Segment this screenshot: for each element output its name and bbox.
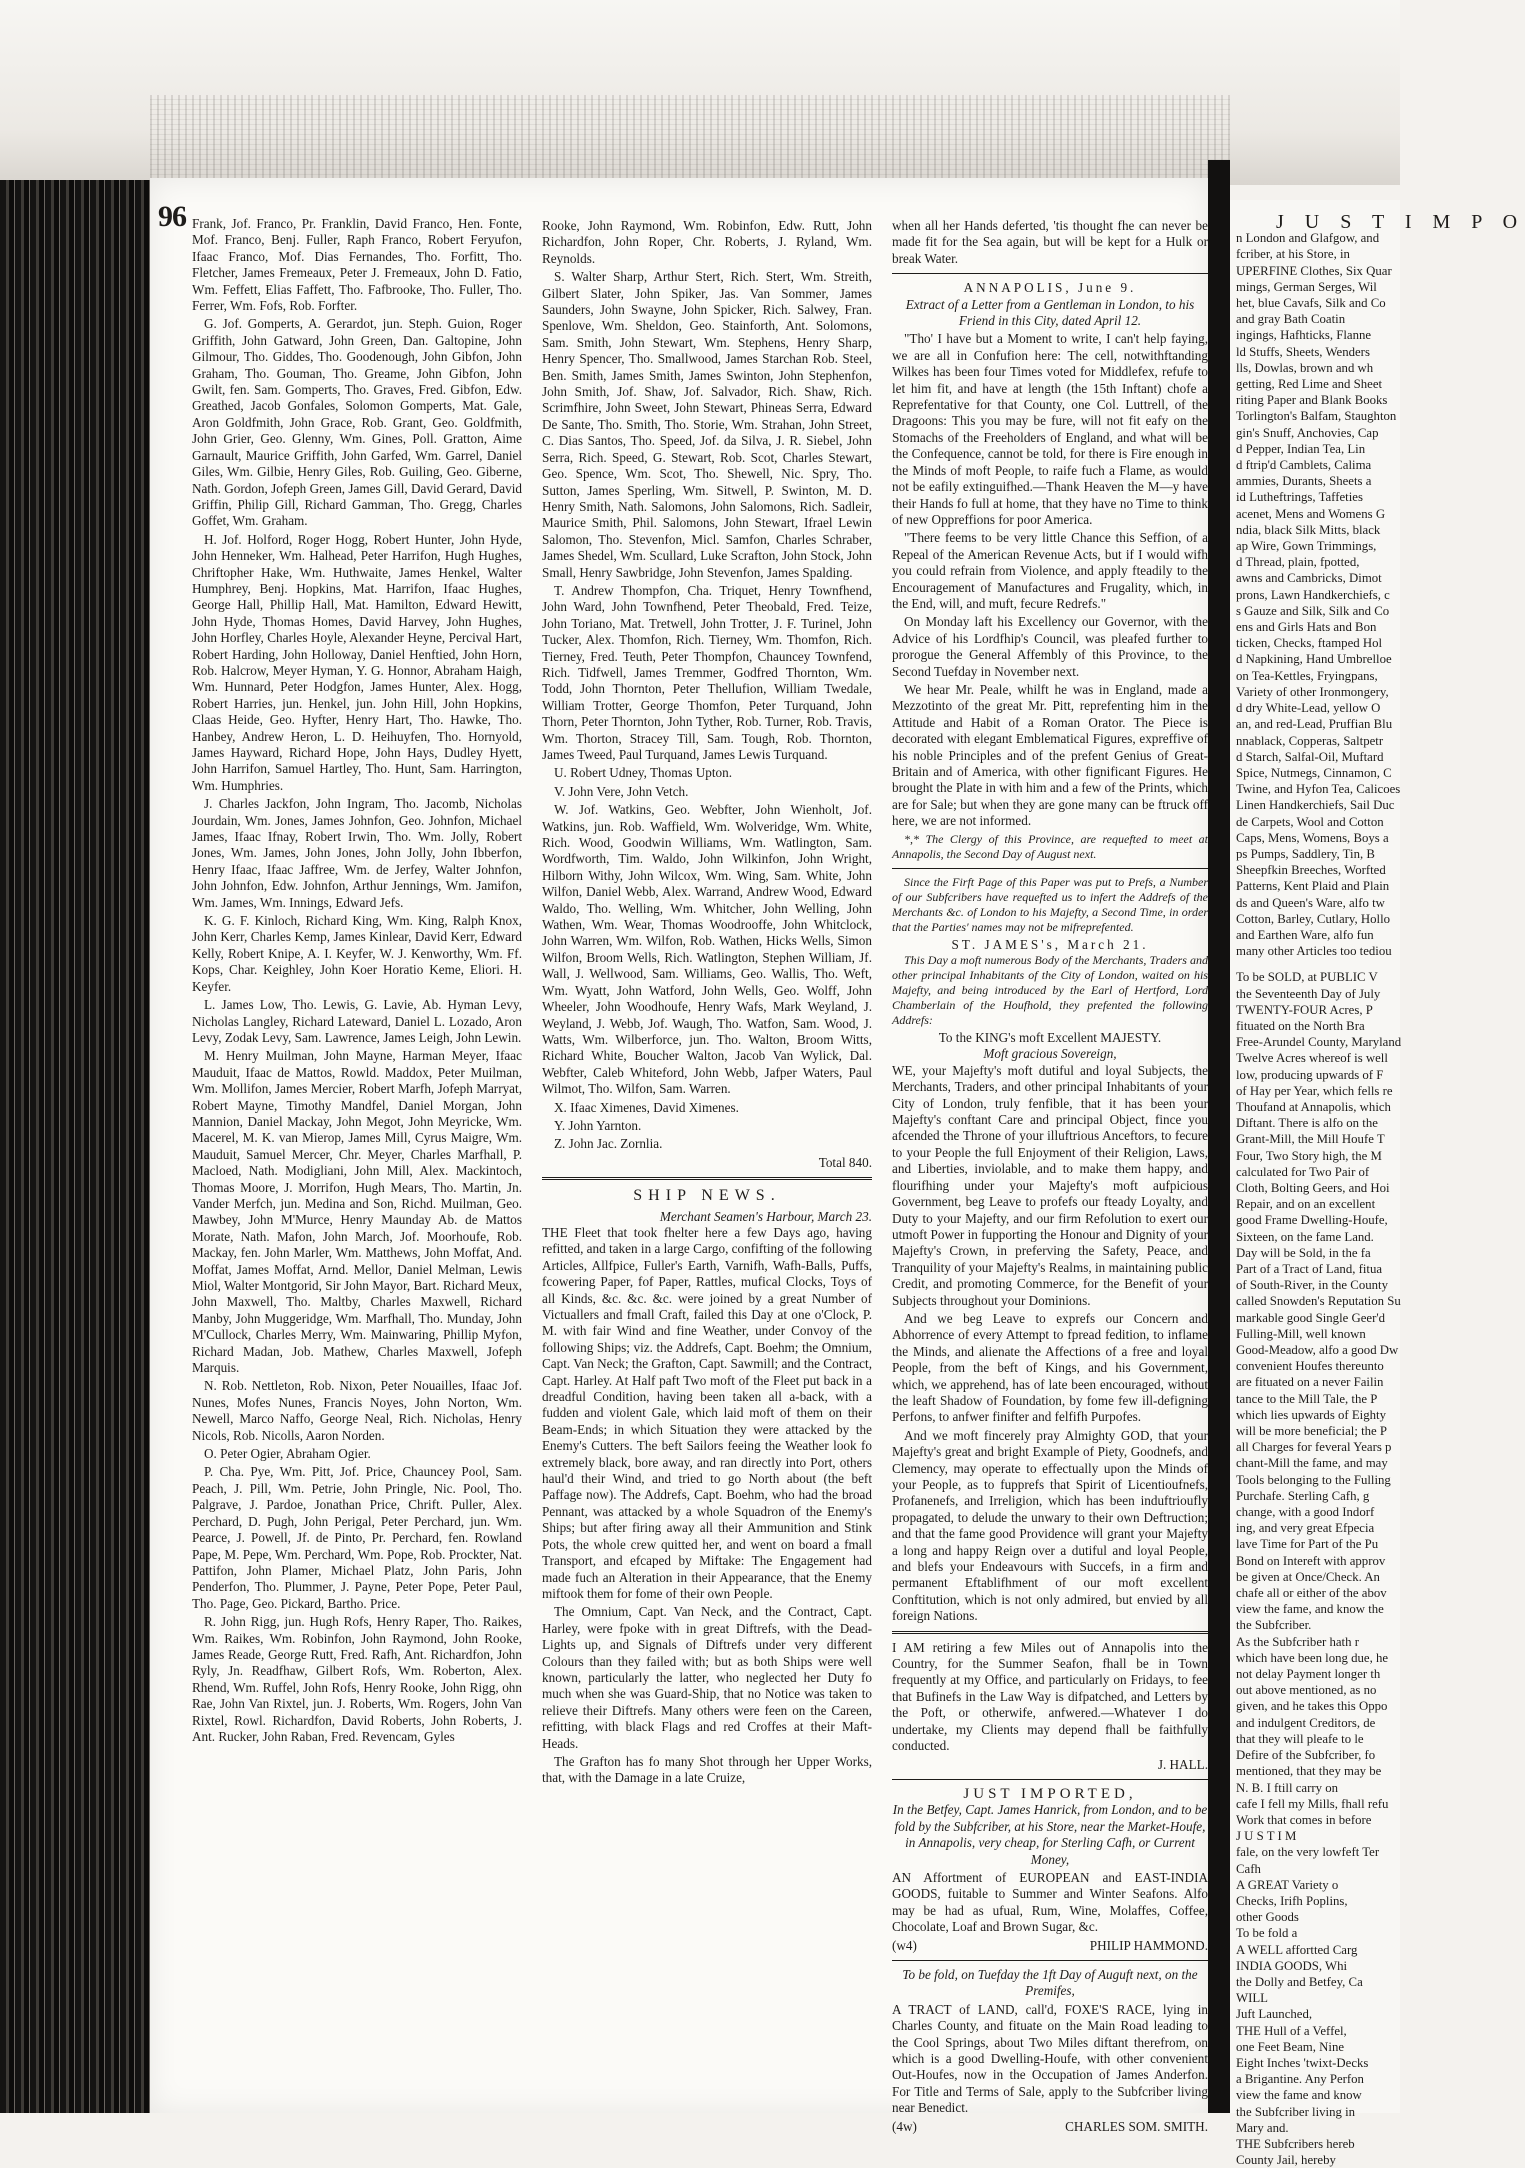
news-paragraph: "Tho' I have but a Moment to write, I can't help faying, we are all in Confufion here: The cell, notwithftanding Wilkes has been four Times voted for Middlefex, refufe to let him fit, and have at length (the 15th Inftant) chofe a Reprefentative for that County, one Col. Luttrell, of the Dragoons: This you may be fure, will not fit eafy on the Stomachs of the Freeholders of England, and what will be the Confequence, cannot be told, for there is Fire enough in the Minds of moft People, to raife fuch a Flame, as would not be eafily extinguifhed.—Thank Heaven the M—y have their Hands fo full at home, that they have no Time to think of new Oppreffions for poor America. bbox=[892, 331, 1208, 527]
adjacent-line: ld Stuffs, Sheets, Wenders bbox=[1236, 344, 1370, 359]
adjacent-line: d ftrip'd Camblets, Calima bbox=[1236, 458, 1372, 473]
adjacent-line: Work that comes in before bbox=[1236, 1812, 1372, 1827]
adjacent-line: THE Hull of a Veffel, bbox=[1236, 2023, 1347, 2038]
adjacent-line: Purchafe. Sterling Cafh, g bbox=[1236, 1488, 1370, 1503]
news-paragraph: On Monday laft his Excellency our Governor, with the Advice of his Lordfhip's Council, was pleafed further to prorogue the General Affembly of this Province, to the Second Tuefday in November next. bbox=[892, 614, 1208, 679]
divider bbox=[892, 868, 1208, 869]
subscriber-group: Z. John Jac. Zornlia. bbox=[554, 1136, 663, 1152]
annapolis-heading: ANNAPOLIS, June 9. bbox=[963, 280, 1137, 296]
address-paragraph: And we moft fincerely pray Almighty GOD, that your Majefty's great and bright Example of Piety, Goodnefs, and Clemency, may operate to effectually upon the Minds of your People, as to fupprefs that Spirit of Licentioufnefs, Profanenefs, and Irreligion, which has been induftrioufly propagated, to delude the unwary to their own Deftruction; and that the fame good Providence will grant your Majefty a long and happy Reign over a dutiful and loyal People, and blefs your Endeavours with Succefs, in a firm and permanent Eftablifhment of our moft excellent Conftitution, which is not only admired, but envied by all foreign Nations. bbox=[892, 1427, 1208, 1624]
adjacent-line: As the Subfcriber hath r bbox=[1236, 1634, 1359, 1649]
adjacent-line: WILL bbox=[1236, 1991, 1268, 2006]
adjacent-line: and indulgent Creditors, de bbox=[1236, 1715, 1376, 1730]
adjacent-line: convenient Houfes thereunto bbox=[1236, 1359, 1384, 1374]
adjacent-line: lls, Dowlas, brown and wh bbox=[1236, 360, 1374, 375]
adjacent-line: THE Subfcribers hereb bbox=[1236, 2136, 1355, 2151]
ship-news-paragraph: The Grafton has fo many Shot through her Upper Works, that, with the Damage in a late Cruize, bbox=[542, 1753, 872, 1786]
address-to-king: To the KING's moft Excellent MAJESTY. bbox=[938, 1030, 1162, 1046]
adjacent-line: s Gauze and Silk, Silk and Co bbox=[1236, 603, 1390, 618]
subscriber-group: V. John Vere, John Vetch. bbox=[554, 783, 689, 799]
adjacent-line: Caps, Mens, Womens, Boys a bbox=[1236, 830, 1389, 845]
adjacent-line: Four, Two Story high, the M bbox=[1236, 1148, 1382, 1163]
divider bbox=[542, 1177, 872, 1180]
adjacent-line: ndia, black Silk Mitts, black bbox=[1236, 522, 1381, 537]
adjacent-line: Fulling-Mill, well known bbox=[1236, 1326, 1366, 1341]
adjacent-line: change, with a good Indorf bbox=[1236, 1505, 1375, 1520]
adjacent-line: INDIA GOODS, Whi bbox=[1236, 1958, 1348, 1973]
page-number: 96 bbox=[158, 200, 186, 233]
ship-news-paragraph: THE Fleet that took fhelter here a few Days ago, having refitted, and taken in a large Cargo, confifting of the following Articles, Allfpice, Fuller's Earth, Varnifh, Wafh-Balls, Puffs, fcowering Paper, fof Paper, Rattles, mufical Clocks, Toys of all Kinds, &c. &c. &c. were joined by a great Number of Victuallers and fmall Craft, failed this Day at one o'Clock, P. M. with fair Wind and fine Weather, under Convoy of the following Ships; viz. the Addrefs, Capt. Boehm; the Omnium, Capt. Van Neck; the Grafton, Capt. Sawmill; and the Contract, Capt. Harley. At Half paft Two moft of the Fleet put back in a dreadful Condition, having been taken all a-back, with a fudden and violent Gale, which laid moft of them on their Beam-Ends; in which Situation they were attacked by the Enemy's Cutters. The beft Sailors feeing the Weather look fo extremely black, bore away, and ran directly into Port, others haul'd their Wind, and tried to go North about (the beft Paffage now). The Addrefs, Capt. Boehm, who had the broad Pennant, was attacked by a whole Squadron of the Enemy's Ships; but after firing away all their Ammunition and Stink Pots, the whole crew quitted her, and went on board a fmall Transport, and efcaped by Miftake: The Engagement had made fuch an Alteration in their Appearance, that the Enemy miftook them for fome of their own People. bbox=[542, 1224, 872, 1601]
letter-extract-heading: Extract of a Letter from a Gentleman in London, to his Friend in this City, dated April 12. bbox=[905, 296, 1195, 329]
adjacent-line: Juft Launched, bbox=[1236, 2007, 1313, 2022]
subscriber-group: R. John Rigg, jun. Hugh Rofs, Henry Raper, Tho. Raikes, Wm. Raikes, Wm. Robinfon, John Raymond, John Rooke, James Reade, George Rutt, Fred. Rafh, Ant. Richardfon, John Ryly, Jn. Readfhaw, Gilbert Rofs, Wm. Roberton, Alex. Rhend, Wm. Ruffel, John Rofs, Henry Rooke, John Rigg, ohn Rae, John Van Rixtel, jun. J. Roberts, Wm. Rogers, John Van Rixtel, Rowl. Richardfon, David Roberts, John Roberts, J. Ant. Rucker, John Raban, Fred. Revencam, Gyles bbox=[192, 1614, 522, 1744]
adjacent-line: ing, and very great Efpecia bbox=[1236, 1521, 1375, 1536]
right-column bbox=[892, 218, 1208, 2135]
adjacent-line: Mary and. bbox=[1236, 2120, 1289, 2135]
hulk-continuation: when all her Hands deferted, 'tis thought fhe can never be made fit for the Sea again, but will be kept for a Hulk or break Water. bbox=[892, 218, 1208, 266]
subscriber-group: T. Andrew Thompfon, Cha. Triquet, Henry Townfhend, John Ward, John Townfhend, Peter Theobald, Fred. Teize, John Toriano, Mat. Tretwell, John Trotter, J. F. Turinel, John Tucker, Alex. Thomfon, Rich. Tierney, Wm. Thomfon, Rich. Tierney, Fred. Teuth, Peter Thompfon, Chauncey Townfend, Rich. Tidfwell, James Tremmer, Godfred Thornton, Wm. Todd, John Thornton, Peter Thellufion, William Twedale, William Trotter, George Thomfon, Peter Turquand, John Thorn, Peter Thornton, John Tyther, Rob. Turner, Rob. Travis, Wm. Thorton, Stracey Till, Sam. Tough, Rob. Thornton, James Tweed, Paul Turquand, James Lewis Turquand. bbox=[542, 582, 872, 762]
adjacent-line: id Lutheftrings, Taffeties bbox=[1236, 490, 1363, 505]
address-paragraph: WE, your Majefty's moft dutiful and loyal Subjects, the Merchants, Traders, and other principal Inhabitants of your City of London, truly fenfible, that it has been your Majefty's conftant Care and principal Object, fince you afcended the Throne of your illuftrious Anceftors, to fecure to your People the full Enjoyment of their Religion, Laws, and Liberties, inviolable, and to make them happy, and flourifhing under your Majefty's moft aufpicious Government, beg Leave to profefs our fteady Loyalty, and Duty to your Majefty, and our firm Refolution to exert our utmoft Power in fupporting the Honour and Dignity of your Majefty's Crown, in preferving the Safety, Peace, and Tranquility of your Majefty's Realms, in maintaining public Credit, and promoting Commerce, for the Benefit of your Subjects throughout your Dominions. bbox=[892, 1062, 1208, 1308]
adjacent-line: Torlington's Balfam, Staughton bbox=[1236, 409, 1397, 424]
adjacent-line: lave Time for Part of the Pu bbox=[1236, 1537, 1379, 1552]
merchants-address bbox=[892, 1063, 1208, 1625]
adjacent-line: cafe I fell my Mills, fhall refu bbox=[1236, 1796, 1389, 1811]
adjacent-line: Checks, Irifh Poplins, bbox=[1236, 1893, 1348, 1908]
land-sale-heading: To be fold, on Tuefday the 1ft Day of Auguft next, on the Premifes, bbox=[902, 1966, 1198, 1999]
adjacent-line: n London and Glafgow, and bbox=[1236, 231, 1380, 246]
adjacent-line: UPERFINE Clothes, Six Quar bbox=[1236, 263, 1392, 278]
subscriber-group: Frank, Jof. Franco, Pr. Franklin, David Franco, Hen. Fonte, Mof. Franco, Benj. Fuller, Raph Franco, Robert Feryufon, Ifaac Franco, Mof. Dias Fernandes, Tho. Forfitt, Tho. Fletcher, James Fremeaux, Peter J. Fremeaux, John D. Fatio, Wm. Feffett, Elias Faffett, Tho. Fafbrooke, Tho. Fuller, Tho. Ferrer, Wm. Fofs, Rob. Forfter. bbox=[192, 216, 522, 314]
subscriber-list-continued bbox=[542, 218, 872, 1153]
adjacent-line: ps Pumps, Saddlery, Tin, B bbox=[1236, 846, 1375, 861]
adjacent-line: markable good Single Geer'd bbox=[1236, 1310, 1386, 1325]
adjacent-line: d Napkining, Hand Umbrelloe bbox=[1236, 652, 1392, 667]
adjacent-line: d Starch, Salfal-Oil, Muftard bbox=[1236, 749, 1384, 764]
imported-subheading: In the Betfey, Capt. James Hanrick, from London, and to be fold by the Subfcriber, at his Store, near the Market-Houfe, in Annapolis, very cheap, for Sterling Cafh, or Current Money, bbox=[892, 1802, 1208, 1867]
divider bbox=[892, 1960, 1208, 1961]
adjacent-line: ingings, Hafhticks, Flanne bbox=[1236, 328, 1372, 343]
adjacent-line: Patterns, Kent Plaid and Plain bbox=[1236, 879, 1390, 894]
adjacent-line: To be fold a bbox=[1236, 1926, 1298, 1941]
adjacent-line: and Earthen Ware, alfo fun bbox=[1236, 927, 1374, 942]
adjacent-line: ammies, Durants, Sheets a bbox=[1236, 474, 1372, 489]
adjacent-line: acenet, Mens and Womens G bbox=[1236, 506, 1386, 521]
subscriber-group: Rooke, John Raymond, Wm. Robinfon, Edw. Rutt, John Richardfon, John Roper, Chr. Roberts, J. Ryland, Wm. Reynolds. bbox=[542, 218, 872, 266]
adjacent-line: Defire of the Subfcriber, fo bbox=[1236, 1748, 1376, 1763]
divider bbox=[892, 273, 1208, 274]
adjacent-line: will be more beneficial; the P bbox=[1236, 1424, 1388, 1439]
adjacent-line: Part of a Tract of Land, fitua bbox=[1236, 1262, 1383, 1276]
adjacent-line: chafe all or either of the abov bbox=[1236, 1586, 1387, 1601]
adjacent-line: tance to the Mill Tale, the P bbox=[1236, 1391, 1378, 1406]
subscriber-group: N. Rob. Nettleton, Rob. Nixon, Peter Nouailles, Ifaac Jof. Nunes, Mofes Nunes, Francis Noyes, John Norton, Wm. Newell, Marco Naffo, George Neal, Rich. Nicholas, Henry Nicols, Rob. Nicolls, Aaron Norden. bbox=[192, 1378, 522, 1443]
news-paragraph: "There feems to be very little Chance this Seffion, of a Repeal of the American Revenue Acts, but if I would wifh you could refrain from Violence, and apply fteadily to the Encouragement of Manufactures and Frugality, which, in the End, will, and muft, fecure Redrefs." bbox=[892, 530, 1208, 611]
adjacent-line: the Seventeenth Day of July bbox=[1236, 986, 1381, 1001]
adjacent-line: many other Articles too tediou bbox=[1236, 944, 1392, 959]
adjacent-line: mings, German Serges, Wil bbox=[1236, 279, 1377, 294]
adjacent-line: Cotton, Barley, Cutlary, Hollo bbox=[1236, 911, 1391, 926]
adjacent-line: getting, Red Lime and Sheet bbox=[1236, 377, 1383, 392]
adjacent-line: gin's Snuff, Anchovies, Cap bbox=[1236, 425, 1379, 440]
adjacent-line: mentioned, that they may be bbox=[1236, 1764, 1382, 1779]
imported-heading: JUST IMPORTED, bbox=[963, 1785, 1137, 1802]
adjacent-line: Grant-Mill, the Mill Houfe T bbox=[1236, 1132, 1385, 1147]
ad-mark: (w4) bbox=[892, 1937, 917, 1953]
adjacent-line: one Feet Beam, Nine bbox=[1236, 2039, 1345, 2054]
adjacent-line: Repair, and on an excellent bbox=[1236, 1197, 1376, 1212]
adjacent-line: Cafh bbox=[1236, 1861, 1261, 1876]
divider bbox=[892, 1631, 1208, 1634]
adjacent-page bbox=[1230, 200, 1525, 2168]
ship-news-dateline: Merchant Seamen's Harbour, March 23. bbox=[659, 1208, 872, 1224]
middle-column bbox=[542, 218, 872, 1789]
adjacent-line: called Snowden's Reputation Su bbox=[1236, 1294, 1401, 1309]
st-james-intro: This Day a moft numerous Body of the Merchants, Traders and other principal Inhabitants of the City of London, waited on his Majefty, and being introduced by the Earl of Hertford, Lord Chamberlain of the Houfhold, they prefented the following Addrefs: bbox=[892, 953, 1208, 1028]
news-paragraph: We hear Mr. Peale, whilft he was in England, made a Mezzotinto of the great Mr. Pitt, reprefenting him in the Attitude and Habit of a Roman Orator. The Piece is decorated with elegant Emblematical Figures, expreffive of his noble Principles and of the prefent Genius of Great-Britain and of America, with other fignificant Figures. He brought the Plate in with him and a few of the Prints, which are for Sale; but when they are gone many can be ftruck off here, we are not informed. bbox=[892, 681, 1208, 829]
subscriber-group: X. Ifaac Ximenes, David Ximenes. bbox=[554, 1099, 739, 1115]
adjacent-line: d Pepper, Indian Tea, Lin bbox=[1236, 441, 1366, 456]
adjacent-line: the Dolly and Betfey, Ca bbox=[1236, 1974, 1363, 1989]
subscriber-group: P. Cha. Pye, Wm. Pitt, Jof. Price, Chauncey Pool, Sam. Peach, J. Pill, Wm. Petrie, John Pringle, Nic. Pool, Tho. Palgrave, J. Pardoe, Jonathan Price, Chrift. Puller, Alex. Perchard, D. Pugh, John Perigal, Peter Perchard, jun. Wm. Pearce, J. Powell, Jf. de Pinto, Pr. Perchard, fen. Rowland Pape, M. Pepe, Wm. Perchard, Wm. Pope, Rob. Prockter, Nat. Pattifon, John Plamer, Michael Platz, John Paris, John Penderfon, Tho. Plummer, J. Payne, Peter Pope, Peter Paul, Tho. Page, Geo. Pickard, Bartho. Price. bbox=[192, 1464, 522, 1611]
adjacent-line: fale, on the very lowfeft Ter bbox=[1236, 1845, 1380, 1860]
adjacent-line: Free-Arundel County, Maryland bbox=[1236, 1035, 1402, 1050]
subscriber-group: H. Jof. Holford, Roger Hogg, Robert Hunter, John Hyde, John Henneker, Wm. Halhead, Peter Harrifon, Hugh Hughes, Chriftopher Hake, Wm. Huthwaite, James Henkel, Walter Humphrey, Benj. Hopkins, Mat. Harrifon, Ifaac Hughes, George Hall, Phillip Hall, Mat. Hamilton, Edward Hewitt, John Hyde, Thomas Homes, David Harvey, John Hughes, John Horfley, Charles Hoyle, Alexander Heyne, Percival Hart, Robert Harding, John Holloway, Daniel Henftied, John Horn, Rob. Halcrow, Meyer Hyman, Y. G. Honnor, Abraham Haigh, Wm. Hunnard, Peter Hodgfon, James Hunter, Alex. Hogg, Robert Harries, jun. Henkel, jun. John Hill, John Hopkins, Claas Heide, Geo. Hyfter, Henry Hart, Tho. Hawke, Tho. Hanbey, Andrew Heron, L. D. Heihuyfen, Tho. Hornyold, James Hayward, Richard Hope, John Hays, Dudley Hyett, John Harrifon, Samuel Hartley, Tho. Hunt, Sam. Harrington, Wm. Humphries. bbox=[192, 531, 522, 793]
hall-signature: J. HALL. bbox=[1157, 1756, 1208, 1772]
hammond-signature: PHILIP HAMMOND. bbox=[1089, 1937, 1208, 1953]
adjacent-line: Bond on Intereft with approv bbox=[1236, 1553, 1386, 1568]
hammond-footer bbox=[892, 1938, 1208, 1954]
adjacent-line: d Thread, plain, fpotted, bbox=[1236, 555, 1360, 570]
adjacent-line: an, and red-Lead, Pruffian Blu bbox=[1236, 717, 1393, 732]
adjacent-line: TWENTY-FOUR Acres, P bbox=[1236, 1002, 1373, 1017]
smith-signature: CHARLES SOM. SMITH. bbox=[1065, 2118, 1208, 2134]
ship-news-body bbox=[542, 1225, 872, 1787]
adjacent-line: the Subfcriber living in bbox=[1236, 2104, 1356, 2119]
adjacent-line: ens and Girls Hats and Bon bbox=[1236, 620, 1377, 635]
adjacent-line: on Tea-Kettles, Fryingpans, bbox=[1236, 668, 1378, 683]
adjacent-line: Good-Meadow, alfo a good Dw bbox=[1236, 1343, 1399, 1358]
adjacent-line: chant-Mill the fame, and may bbox=[1236, 1456, 1388, 1471]
adjacent-line: fituated on the North Bra bbox=[1236, 1018, 1365, 1033]
ship-news-paragraph: The Omnium, Capt. Van Neck, and the Contract, Capt. Harley, were fpoke with in great Diftrefs, with the Dead-Lights up, and Signals of Diftrefs under very different Colours than they failed with; but as both Ships were well known, particularly the latter, who neglected her Duty fo much when she was Guard-Ship, that no Notice was taken to relieve their Diftrefs. Many others were feen on the Careen, refitting, with black Flags and red Croffes at their Maft-Heads. bbox=[542, 1604, 872, 1751]
scan-noise bbox=[150, 95, 1230, 185]
adjacent-line: of South-River, in the County bbox=[1236, 1278, 1388, 1293]
adjacent-line: J U S T I M P O bbox=[1276, 211, 1525, 233]
adjacent-line: and gray Bath Coatin bbox=[1236, 312, 1346, 327]
adjacent-line: Sheepfkin Breeches, Worfted bbox=[1236, 863, 1386, 878]
adjacent-line: ticken, Checks, ftamped Hol bbox=[1236, 636, 1383, 651]
subscriber-group: S. Walter Sharp, Arthur Stert, Rich. Stert, Wm. Streith, Gilbert Slater, John Spiker, Jas. Van Sommer, James Saunders, John Swayne, John Spicker, Rich. Salwey, Fran. Spenlove, Wm. Sheldon, Geo. Stainforth, Ant. Solomons, Sam. Smith, John Stewart, Wm. Stephens, Henry Sharp, Henry Spencer, Tho. Smallwood, James Starchan Rob. Steel, Ben. Smith, James Smith, James Swinton, John Stephenfon, John Smith, Jof. Shaw, Jof. Salvador, Rich. Shaw, Rich. Scrimfhire, John Sweet, John Stewart, Phineas Serra, Edward De Sante, Tho. Smith, Tho. Storie, Wm. Strahan, John Street, C. Dias Santos, Tho. Speed, Jof. da Silva, J. R. Siebel, John Serra, Rich. Speed, G. Stewart, Rob. Scot, Charles Stewart, Geo. Spence, Wm. Scot, Tho. Shewell, Nic. Spry, Tho. Sutton, James Sperling, Wm. Sitwell, P. Swinton, M. D. Henry Smith, Nath. Salomons, John Salomons, Rich. Sadleir, Maurice Smith, Phil. Salomons, John Stewart, Ifrael Lewin Salomon, Tho. Stevenfon, Micl. Samfon, Charles Schraber, James Shedel, Wm. Scullard, Luke Scrafton, John Stock, John Small, Henry Sawbridge, John Stevenfon, James Spalding. bbox=[542, 269, 872, 580]
clergy-notice: *,* The Clergy of this Province, are requefted to meet at Annapolis, the Second Day of August next. bbox=[892, 831, 1208, 861]
adjacent-line: fcriber, at his Store, in bbox=[1236, 247, 1350, 262]
adjacent-line: ds and Queen's Ware, alfo tw bbox=[1236, 895, 1385, 910]
adjacent-line: view the fame and know bbox=[1236, 2088, 1362, 2103]
book-spine-left bbox=[0, 180, 150, 2113]
adjacent-line: Sixteen, on the fame Land. bbox=[1236, 1229, 1374, 1244]
adjacent-line: be given at Once/Check. An bbox=[1236, 1569, 1380, 1584]
address-note: Since the Firft Page of this Paper was put to Prefs, a Number of our Subfcribers have requefted us to infert the Addrefs of the Merchants &c. of London to his Majefty, a Second Time, in order that the Parties' names may not be mifreprefented. bbox=[892, 874, 1208, 934]
adjacent-line: A GREAT Variety o bbox=[1236, 1877, 1339, 1892]
subscriber-group: J. Charles Jackfon, John Ingram, Tho. Jacomb, Nicholas Jourdain, Wm. Jones, James Johnfon, Geo. Johnfon, Michael James, Ifaac Ifnay, Robert Irwin, Tho. Wm. Jolly, Robert Jones, Wm. James, John Jones, John Jolly, John Ibberfon, Henry Ifaac, Ifaac Jaffree, Wm. de Jerfey, Walter Johnfon, John Johnfon, Edw. Johnfon, Arthur Jennings, Wm. Jamifon, Wm. James, Wm. Innings, Edward Jefs. bbox=[192, 796, 522, 910]
adjacent-line: prons, Lawn Handkerchiefs, c bbox=[1236, 587, 1390, 602]
adjacent-line: not delay Payment longer th bbox=[1236, 1667, 1381, 1682]
adjacent-line: calculated for Two Pair of bbox=[1236, 1164, 1370, 1179]
adjacent-line: which lies upwards of Eighty bbox=[1236, 1407, 1386, 1422]
adjacent-line: Diftant. There is alfo on the bbox=[1236, 1116, 1378, 1131]
adjacent-page-text bbox=[1236, 211, 1525, 2168]
land-sale-body: A TRACT of LAND, call'd, FOXE'S RACE, lying in Charles County, and fituate on the Main Road leading to the Cool Springs, about Two Miles diftant therefrom, on which is a good Dwelling-Houfe, with other convenient Out-Houfes, now in the Occupation of James Anderfon. For Title and Terms of Sale, apply to the Subfcriber living near Benedict. bbox=[892, 2001, 1208, 2116]
adjacent-line: other Goods bbox=[1236, 1910, 1299, 1925]
ship-news-title: SHIP NEWS. bbox=[633, 1187, 781, 1205]
adjacent-line: awns and Cambricks, Dimot bbox=[1236, 571, 1382, 586]
address-paragraph: And we beg Leave to exprefs our Concern and Abhorrence of every Attempt to fpread fedition, to inflame the Minds, and alienate the Affections of a free and loyal People, from the beft of Kings, and his Government, which, we apprehend, has of late been encouraged, without the leaft Shadow of Foundation, by fome few ill-defigning Perfons, to anfwer finifter and felfifh Purpofes. bbox=[892, 1310, 1208, 1425]
divider bbox=[892, 1779, 1208, 1780]
left-column bbox=[192, 216, 522, 1747]
adjacent-line: J U S T I M bbox=[1236, 1829, 1297, 1844]
adjacent-line: Twine, and Hyfon Tea, Calicoes bbox=[1236, 782, 1401, 797]
adjacent-line: A WELL affortted Carg bbox=[1236, 1942, 1358, 1957]
adjacent-line: Eight Inches 'twixt-Decks bbox=[1236, 2055, 1369, 2070]
subscriber-group: K. G. F. Kinloch, Richard King, Wm. King, Ralph Knox, John Kerr, Charles Kemp, James Kinlear, David Kerr, Edward Kelly, Robert Knipe, A. I. Keyfer, W. J. Kenworthy, Wm. Ff. Kops, Char. Keighley, John Koer Horatio Keme, Eliori. H. Keyfer. bbox=[192, 913, 522, 994]
adjacent-line: Twelve Acres whereof is well bbox=[1236, 1051, 1388, 1066]
imported-goods: AN Affortment of EUROPEAN and EAST-INDIA GOODS, fuitable to Summer and Winter Seafons. Alfo may be had as ufual, Rum, Wine, Molaffes, Coffee, Chocolate, Loaf and Brown Sugar, &c. bbox=[892, 1869, 1208, 1935]
adjacent-line: all Charges for feveral Years p bbox=[1236, 1440, 1392, 1455]
adjacent-line: that they will pleafe to le bbox=[1236, 1731, 1364, 1746]
adjacent-line: of Hay per Year, which fells re bbox=[1236, 1083, 1393, 1098]
adjacent-line: riting Paper and Blank Books bbox=[1236, 393, 1388, 408]
ad-mark: (4w) bbox=[892, 2118, 917, 2134]
annapolis-news bbox=[892, 331, 1208, 829]
adjacent-line: good Frame Dwelling-Houfe, bbox=[1236, 1213, 1388, 1228]
adjacent-line: d dry White-Lead, yellow O bbox=[1236, 701, 1381, 716]
adjacent-line: Tools belonging to the Fulling bbox=[1236, 1472, 1391, 1487]
subscriber-group: M. Henry Muilman, John Mayne, Harman Meyer, Ifaac Mauduit, Ifaac de Mattos, Rowld. Maddox, Peter Muilman, Wm. Mollifon, James Mercier, Robert Marfh, Jofeph Marryat, Robert Mayne, Timothy Mandfel, Daniel Morgan, John Mannion, Daniel Mackay, John Megot, John Meyricke, Wm. Macerel, M. K. van Mierop, James Mill, Cyrus Maigre, Wm. Mauduit, Samuel Mercer, Chr. Meyer, Charles Marfhall, P. Macloed, Nath. Modigliani, John Mill, Alex. Mackintoch, Thomas Moore, J. Morrifon, Hugh Mears, Tho. Martin, Jn. Vander Merfch, jun. Medina and Son, Richd. Muilman, Geo. Mawbey, John M'Murce, Henry Maunday Ab. de Mattos Morate, Nath. Mafon, John March, Jof. Moorhoufe, Rob. Mackay, fen. John Marler, Wm. Matthews, John Moffat, And. Moffat, James Moffat, Arnd. Mellor, Daniel Melman, Lewis Miol, Walter Montgorid, Sir John Mayor, Bart. Richard Meux, John Maxwell, Tho. Maltby, Charles Maxwell, Richard Manby, John Muggeridge, Wm. Marfhall, Tho. Munday, John M'Cullock, Charles Merry, Wm. Mainwaring, Phillip Myfon, Richard Madan, Job. Mathew, Charles Maxwell, Jofeph Marquis. bbox=[192, 1048, 522, 1376]
adjacent-line: low, producing upwards of F bbox=[1236, 1067, 1384, 1082]
subscriber-total: Total 840. bbox=[818, 1154, 872, 1170]
adjacent-line: view the fame, and know the bbox=[1236, 1602, 1384, 1617]
hall-notice: I AM retiring a few Miles out of Annapolis into the Country, for the Summer Seafon, fhall be in Town frequently at my Office, and particularly on Fridays, to fee that Bufinefs in the Law Way is difpatched, and Letters by the Poft, or otherwife, anfwered.—Whatever I do undertake, my Clients may depend fhall be faithfully conducted. bbox=[892, 1639, 1208, 1754]
adjacent-line: Spice, Nutmegs, Cinnamon, C bbox=[1236, 765, 1392, 780]
subscriber-group: G. Jof. Gomperts, A. Gerardot, jun. Steph. Guion, Roger Griffith, John Gatward, John Green, Dan. Galtopine, John Gilmour, Tho. Giddes, Tho. Goodenough, John Gibfon, John Graham, Tho. Gouman, Tho. Greame, John Gibfon, John Gwilt, fen. Sam. Gomperts, Tho. Graves, Fred. Gibfon, Edw. Greathed, Jacob Gonfales, Solomon Gomperts, Mat. Gale, Aron Goldfmith, John Grace, Rob. Grant, Geo. Goldfmith, John Grier, Geo. Glenny, Wm. Gines, Poll. Gratton, Aime Garnault, Maurice Griffith, John Garfed, Wm. Garrel, Daniel Giles, Wm. Gilbie, Henry Giles, Rob. Guiling, Geo. Giberne, Nath. Gordon, Jofeph Green, James Gill, David Gerard, David Griffin, Philip Gill, Richard Gamman, Tho. Gregg, Charles Goffet, Wm. Graham. bbox=[192, 316, 522, 529]
adjacent-line: To be SOLD, at PUBLIC V bbox=[1236, 970, 1378, 985]
adjacent-line: Linen Handkerchiefs, Sail Duc bbox=[1236, 798, 1395, 813]
st-james-heading: ST. JAMES's, March 21. bbox=[951, 936, 1149, 952]
subscriber-group: L. James Low, Tho. Lewis, G. Lavie, Ab. Hyman Levy, Nicholas Langley, Richard Lateward, Daniel L. Lozado, Aron Levy, Zodak Levy, Sam. Lawrence, James Leigh, John Lewin. bbox=[192, 997, 522, 1045]
adjacent-line: out above mentioned, as no bbox=[1236, 1683, 1377, 1698]
newspaper-page bbox=[150, 178, 1208, 2134]
smith-footer bbox=[892, 2119, 1208, 2135]
adjacent-line: which have been long due, he bbox=[1236, 1650, 1389, 1665]
adjacent-line: het, blue Cavafs, Silk and Co bbox=[1236, 296, 1386, 311]
adjacent-line: Variety of other Ironmongery, bbox=[1236, 684, 1389, 699]
adjacent-line: the Subfcriber. bbox=[1236, 1618, 1312, 1633]
adjacent-line: Thoufand at Annapolis, which bbox=[1236, 1099, 1391, 1114]
adjacent-line: N. B. I ftill carry on bbox=[1236, 1780, 1338, 1795]
adjacent-line: given, and he takes this Oppo bbox=[1236, 1699, 1388, 1714]
subscriber-group: W. Jof. Watkins, Geo. Webfter, John Wienholt, Jof. Watkins, jun. Rob. Waffield, Wm. Wolveridge, Wm. White, Rich. Wood, Goodwin Williams, Wm. Watlington, Sam. Wordfworth, Tim. Waldo, John Wilkinfon, John Wright, Hilborn Withy, John Wilcox, Wm. Wing, Sam. White, John Wilfon, Daniel Webb, Alex. Warrand, Andrew Wood, Edward Waldo, Tho. Welling, Wm. Whitcher, John Welling, John Wathen, Wm. Wear, Thomas Woodrooffe, John Whitclock, John Warren, Wm. Wilfon, Rob. Wathen, Hicks Wells, Simon Wilfon, Broom Wells, Rich. Watlington, Stephen William, Jf. Wall, J. Wellwood, Sam. Williams, Geo. Wallis, Tho. Weft, Wm. Wyatt, John Watford, John Wells, Geo. Wolff, John Wheeler, John Woodhoufe, Henry Wafs, Mark Weyland, J. Weyland, J. Webb, Jof. Waugh, Tho. Watfon, Sam. Wood, J. Watts, Wm. Wilberforce, jun. Tho. Walton, Broom Witts, Richard White, Boucher Walton, Jacob Van Wylick, Dal. Webfter, Caleb Whiteford, John Webb, Jafper Waters, Paul Wilmot, Tho. Wilfon, Sam. Warren. bbox=[542, 802, 872, 1097]
adjacent-line: ap Wire, Gown Trimmings, bbox=[1236, 539, 1377, 554]
adjacent-line: a Brigantine. Any Perfon bbox=[1236, 2072, 1364, 2087]
adjacent-line: nnablack, Copperas, Saltpetr bbox=[1236, 733, 1384, 748]
adjacent-line: Day will be Sold, in the fa bbox=[1236, 1245, 1371, 1260]
subscriber-group: Y. John Yarnton. bbox=[554, 1117, 642, 1133]
subscriber-group: O. Peter Ogier, Abraham Ogier. bbox=[204, 1446, 371, 1462]
adjacent-line: are fituated on a never Failin bbox=[1236, 1375, 1384, 1390]
address-salutation: Moft gracious Sovereign, bbox=[983, 1046, 1117, 1062]
book-gutter bbox=[1208, 160, 1230, 2113]
adjacent-line: County Jail, hereby bbox=[1236, 2153, 1336, 2168]
subscriber-group: U. Robert Udney, Thomas Upton. bbox=[554, 765, 733, 781]
adjacent-line bbox=[1236, 959, 1496, 969]
adjacent-line: Cloth, Bolting Geers, and Hoi bbox=[1236, 1180, 1390, 1195]
adjacent-line: de Carpets, Wool and Cotton bbox=[1236, 814, 1384, 829]
